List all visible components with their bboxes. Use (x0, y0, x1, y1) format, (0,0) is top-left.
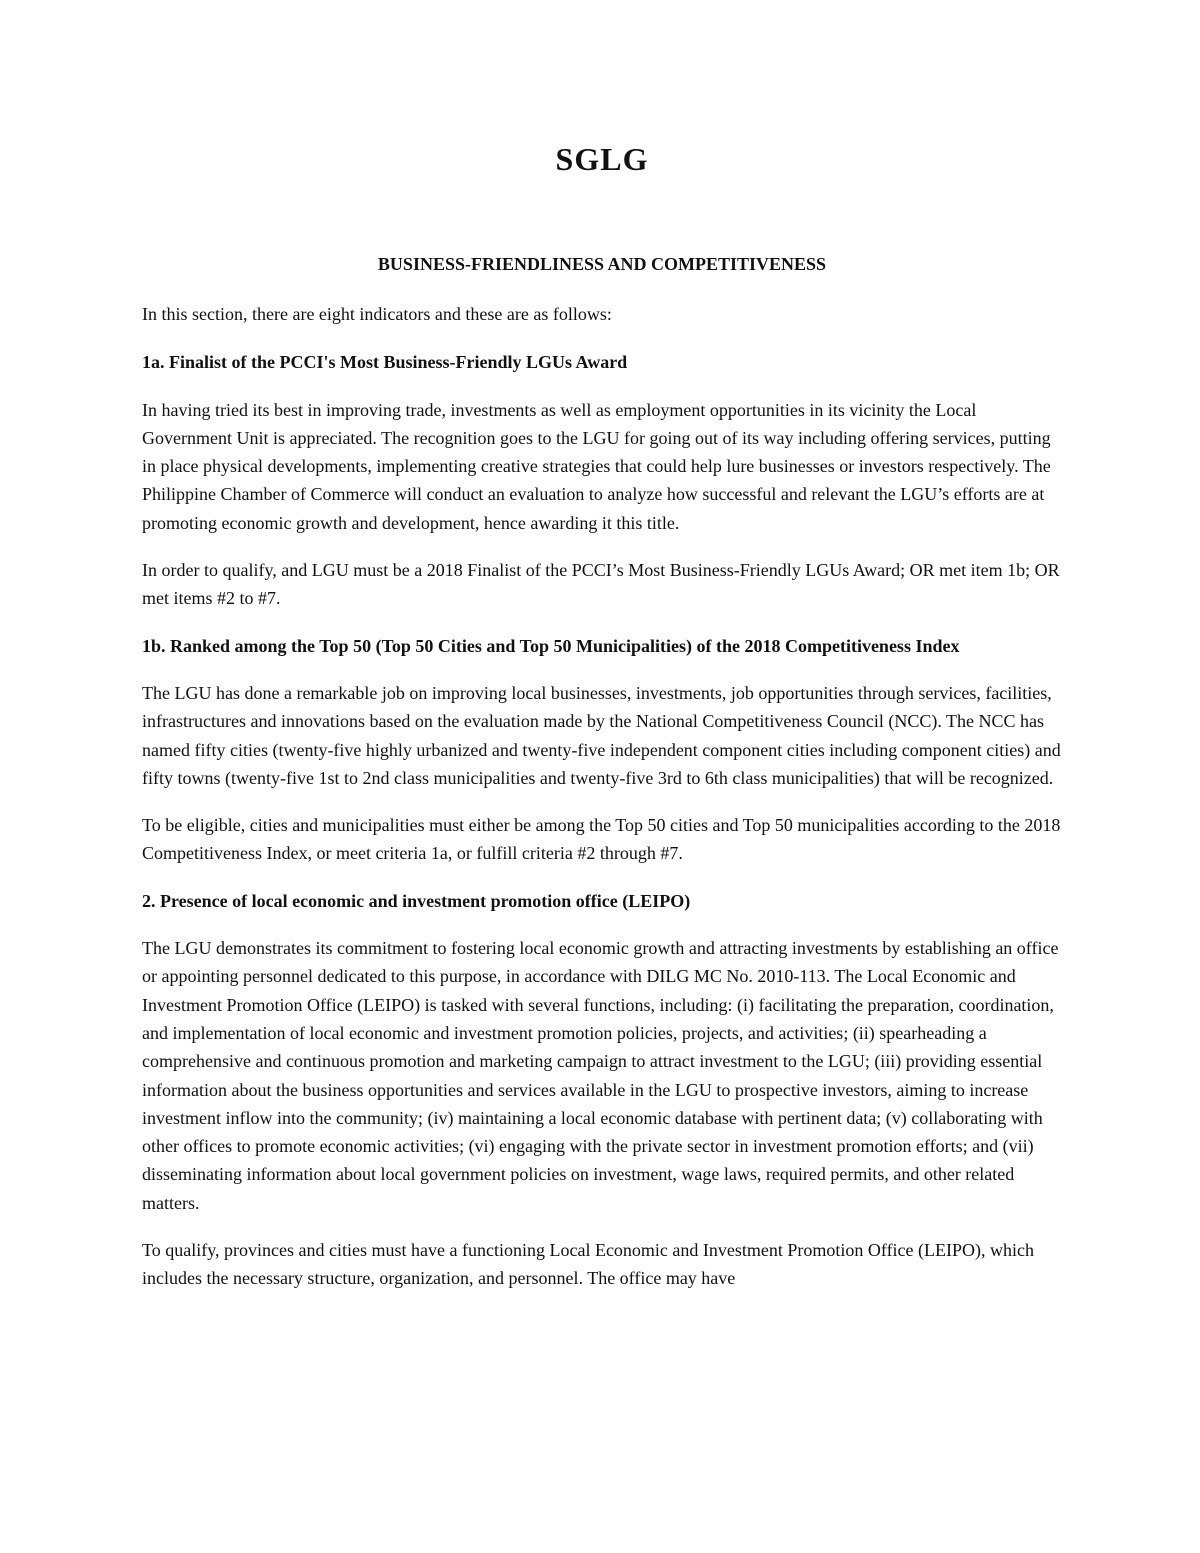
indicator-1a-description: In having tried its best in improving trade, investments as well as employment opportunities in its vicinity the Local Government Unit is appreciated. The recognition goes to the LGU for going out of its way including offering services, putting in place physical developments, implementing creative strategies that could help lure businesses or investors respectively. The Philippine Chamber of Commerce will conduct an evaluation to analyze how successful and relevant the LGU’s efforts are at promoting economic growth and development, hence awarding it this title. (142, 399, 1051, 533)
indicator-1a-qualification: In order to qualify, and LGU must be a 2018 Finalist of the PCCI’s Most Business-Friendly LGUs Award; OR met item 1b; OR met items #2 to #7. (142, 560, 1060, 609)
indicator-2-description: The LGU demonstrates its commitment to fostering local economic growth and attracting investments by establishing an office or appointing personnel dedicated to this purpose, in accordance with DILG MC No. 2010-113. The Local Economic and Investment Promotion Office (LEIPO) is tasked with several functions, including: (i) facilitating the preparation, coordination, and implementation of local economic and investment promotion policies, projects, and activities; (ii) spearheading a comprehensive and continuous promotion and marketing campaign to attract investment to the LGU; (iii) providing essential information about the business opportunities and services available in the LGU to prospective investors, aiming to increase investment inflow into the community; (iv) maintaining a local economic database with pertinent data; (v) collaborating with other offices to promote economic activities; (vi) engaging with the private sector in investment promotion efforts; and (vii) disseminating information about local government policies on investment, wage laws, required permits, and other related matters. (142, 938, 1059, 1213)
document-title: SGLG (555, 141, 649, 177)
intro-paragraph: In this section, there are eight indicators and these are as follows: (142, 304, 612, 324)
indicator-1b-description: The LGU has done a remarkable job on improving local businesses, investments, job opportunities through services, facilities, infrastructures and innovations based on the evaluation made by the National Competitiveness Council (NCC). The NCC has named fifty cities (twenty-five highly urbanized and twenty-five independent component cities including component cities) and fifty towns (twenty-five 1st to 2nd class municipalities and twenty-five 3rd to 6th class municipalities) that will be recognized. (142, 682, 1061, 788)
indicator-1b-qualification: To be eligible, cities and municipalities must either be among the Top 50 cities and Top 50 municipalities according to the 2018 Competitiveness Index, or meet criteria 1a, or fulfill criteria #2 through #7. (142, 815, 1061, 864)
indicator-2-heading: 2. Presence of local economic and investment promotion office (LEIPO) (142, 890, 691, 911)
section-title: BUSINESS-FRIENDLINESS AND COMPETITIVENESS (377, 254, 827, 274)
indicator-1a-heading: 1a. Finalist of the PCCI's Most Business-Friendly LGUs Award (142, 352, 628, 373)
indicator-2-qualification: To qualify, provinces and cities must have a functioning Local Economic and Investment Promotion Office (LEIPO), which includes the necessary structure, organization, and personnel. The office may have (142, 1240, 1035, 1289)
document-body (142, 300, 1062, 1312)
indicator-1b-heading: 1b. Ranked among the Top 50 (Top 50 Cities and Top 50 Municipalities) of the 2018 Competitiveness Index (142, 635, 960, 656)
